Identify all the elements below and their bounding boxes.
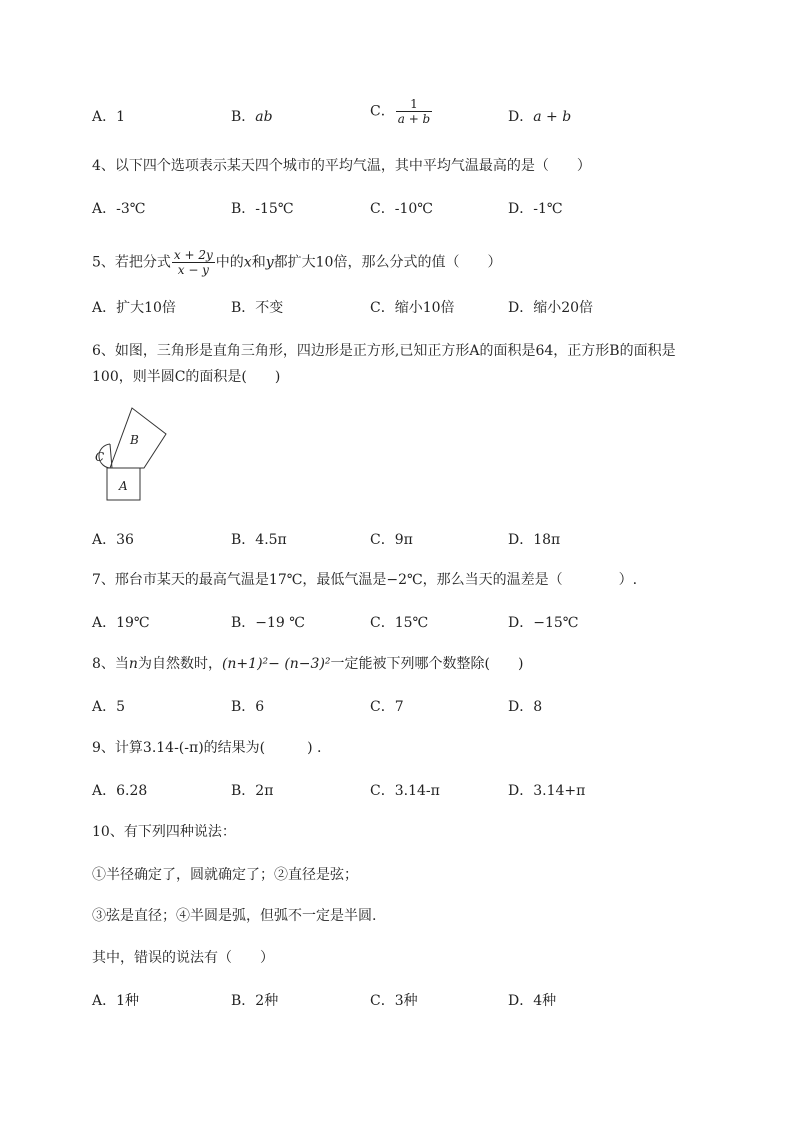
q6-option-d: D．18π [508, 532, 561, 548]
q7-option-d: D．−15℃ [508, 615, 579, 631]
q6-option-c: C．9π [370, 532, 413, 548]
q5-stem: 5、若把分式 $\frac{x + 2y}{x - y}$ 中的x和y都扩大10倍，那么分式的值（ ） [92, 248, 502, 277]
q3-option-c: C． $\frac{1}{a + b}$ [370, 97, 431, 126]
q4-stem: 4、以下四个选项表示某天四个城市的平均气温，其中平均气温最高的是（ ） [92, 158, 591, 174]
q10-question: 其中，错误的说法有（ ） [92, 950, 274, 966]
q9-option-a: A．6.28 [92, 783, 148, 799]
q9-option-c: C．3.14-π [370, 783, 440, 799]
q6-figure [86, 400, 176, 510]
q8-stem: 8、当n为自然数时，(n+1)²− (n−3)²一定能被下列哪个数整除( ) [92, 656, 524, 672]
q8-expression: (n+1)²− (n−3)² [221, 656, 331, 672]
label-c: C [95, 450, 105, 464]
q10-option-c: C．3种 [370, 993, 418, 1009]
q5-option-c: C．缩小10倍 [370, 300, 455, 316]
q3-option-d: D．a + b [508, 109, 572, 125]
q4-option-b: B．-15℃ [231, 201, 294, 217]
q8-option-d: D．8 [508, 699, 543, 715]
q10-option-b: B．2种 [231, 993, 279, 1009]
q3-option-b: B．ab [231, 109, 273, 125]
q3-option-a: A．1 [92, 109, 126, 125]
q7-options [92, 613, 712, 633]
q10-option-d: D．4种 [508, 993, 557, 1009]
q9-stem: 9、计算3.14-(-π)的结果为( ) . [92, 740, 322, 756]
q8-option-a: A．5 [92, 699, 126, 715]
q9-option-d: D．3.14+π [508, 783, 586, 799]
q4-option-d: D．-1℃ [508, 201, 563, 217]
q7-option-b: B．−19 ℃ [231, 615, 305, 631]
q7-option-a: A．19℃ [92, 615, 150, 631]
q8-options [92, 697, 712, 717]
q10-options [92, 991, 712, 1011]
q6-options [92, 530, 712, 550]
q6-stem-line2: 100，则半圆C的面积是( ) [92, 369, 281, 385]
q3-option-c-fraction: $\frac{1}{a + b}$ [397, 97, 431, 126]
q4-options [92, 199, 712, 219]
q5-options [92, 298, 712, 318]
q6-stem-line1: 6、如图，三角形是直角三角形，四边形是正方形,已知正方形A的面积是64，正方形B的面积是 [92, 343, 676, 359]
q10-statement-1: ①半径确定了，圆就确定了；②直径是弦； [92, 867, 358, 883]
q9-option-b: B．2π [231, 783, 274, 799]
q10-statement-2: ③弦是直径；④半圆是弧，但弧不一定是半圆. [92, 908, 377, 924]
q7-stem: 7、邢台市某天的最高气温是17℃，最低气温是−2℃，那么当天的温差是（ ）. [92, 572, 638, 588]
q5-option-a: A．扩大10倍 [92, 300, 176, 316]
q6-option-b: B．4.5π [231, 532, 287, 548]
q8-option-b: B．6 [231, 699, 265, 715]
q7-option-c: C．15℃ [370, 615, 429, 631]
q4-option-a: A．-3℃ [92, 201, 146, 217]
q5-option-d: D．缩小20倍 [508, 300, 594, 316]
q8-option-c: C．7 [370, 699, 404, 715]
q6-option-a: A．36 [92, 532, 134, 548]
q4-option-c: C．-10℃ [370, 201, 433, 217]
q5-fraction: $\frac{x + 2y}{x - y}$ [173, 248, 213, 277]
q5-option-b: B．不变 [231, 300, 284, 316]
label-b: B [130, 433, 139, 447]
q3-options [92, 97, 712, 127]
q10-stem: 10、有下列四种说法： [92, 824, 236, 840]
q9-options [92, 781, 712, 801]
q10-option-a: A．1种 [92, 993, 140, 1009]
label-a: A [119, 479, 128, 493]
